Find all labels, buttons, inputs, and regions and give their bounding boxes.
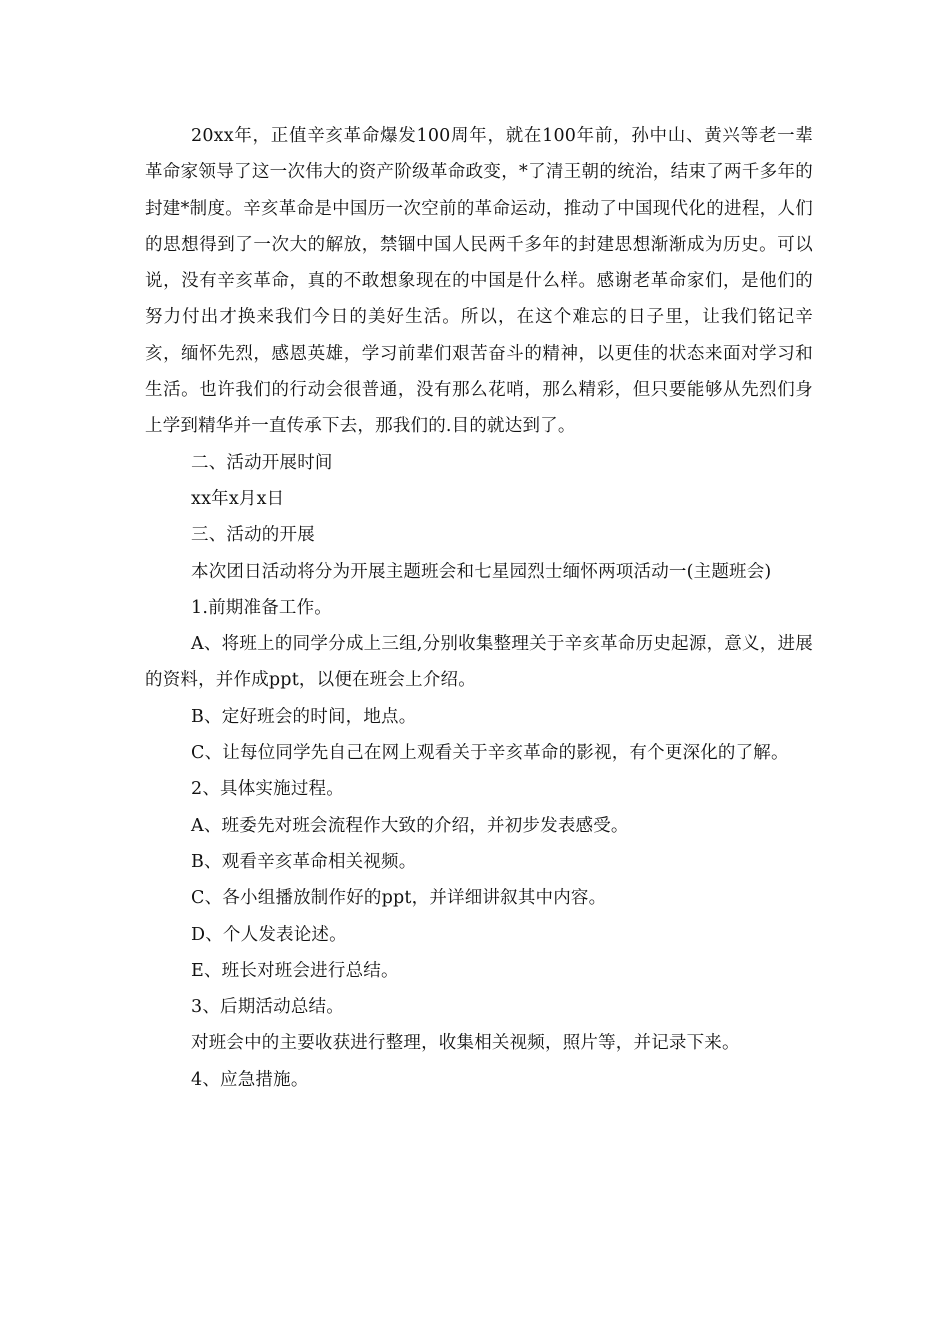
preparation-item-a: A、将班上的同学分成上三组,分别收集整理关于辛亥革命历史起源，意义，进展的资料，并作成ppt，以便在班会上介绍。 [145,634,813,691]
implementation-item-a: A、班委先对班会流程作大致的介绍，并初步发表感受。 [191,815,629,836]
implementation-item-e: E、班长对班会进行总结。 [191,960,399,981]
activity-date: xx年x月x日 [191,488,285,509]
intro-paragraph: 20xx年，正值辛亥革命爆发100周年，就在100年前，孙中山、黄兴等老一辈革命家领导了这一次伟大的资产阶级革命政变，*了清王朝的统治，结束了两千多年的封建*制度。辛亥革命是中国历一次空前的革命运动，推动了中国现代化的进程，人们的思想得到了一次大的解放，禁锢中国人民两千多年的封建思想渐渐成为历史。可以说，没有辛亥革命，真的不敢想象现在的中国是什么样。感谢老革命家们，是他们的努力付出才换来我们今日的美好生活。所以，在这个难忘的日子里，让我们铭记辛亥，缅怀先烈，感恩英雄，学习前辈们艰苦奋斗的精神，以更佳的状态来面对学习和生活。也许我们的行动会很普通，没有那么花哨，那么精彩，但只要能够从先烈们身上学到精华并一直传承下去，那我们的.目的就达到了。 [145,126,813,437]
step-preparation-heading: 1.前期准备工作。 [191,597,332,618]
implementation-item-c: C、各小组播放制作好的ppt，并详细讲叙其中内容。 [191,888,607,909]
section-heading-time: 二、活动开展时间 [191,452,333,473]
preparation-item-c: C、让每位同学先自己在网上观看关于辛亥革命的影视，有个更深化的了解。 [191,743,789,764]
preparation-item-b: B、定好班会的时间，地点。 [191,706,417,727]
activity-overview-paragraph: 本次团日活动将分为开展主题班会和七星园烈士缅怀两项活动一(主题班会) [191,561,772,582]
implementation-item-b: B、观看辛亥革命相关视频。 [191,851,417,872]
document-page [145,118,813,1098]
step-implementation-heading: 2、具体实施过程。 [191,779,344,800]
implementation-item-d: D、个人发表论述。 [191,924,347,945]
section-heading-activity: 三、活动的开展 [191,525,315,546]
step-summary-heading: 3、后期活动总结。 [191,997,344,1018]
step-emergency-heading: 4、应急措施。 [191,1069,309,1090]
summary-paragraph: 对班会中的主要收获进行整理，收集相关视频，照片等，并记录下来。 [191,1033,740,1054]
